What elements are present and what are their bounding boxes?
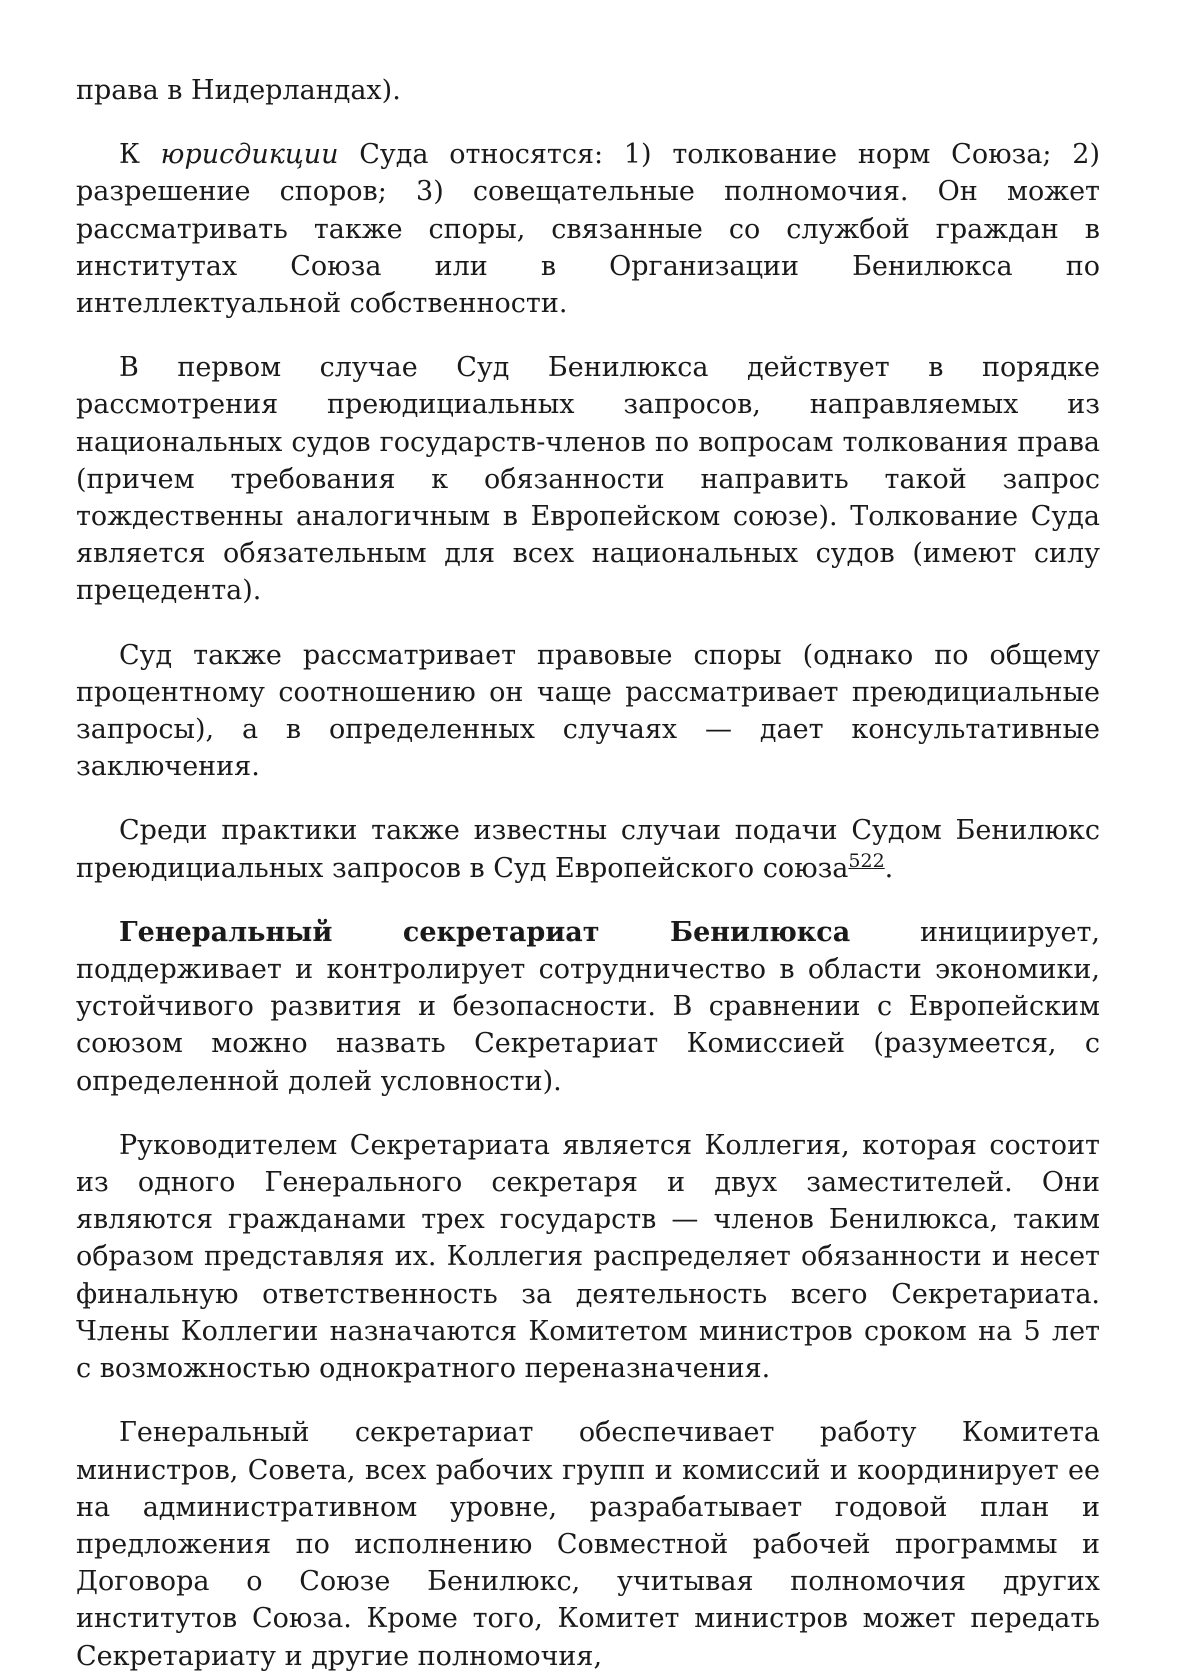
paragraph-jurisdiction bbox=[76, 136, 1100, 322]
text-run: . bbox=[884, 852, 894, 884]
text-run: Суда относятся: 1) толкование норм Союза; 2) разрешение споров; 3) совещательные полномочия. Он может рассматривать также споры, связанные со службой граждан в институтах Союза или в Организации Бенилюкса по интеллектуальной собственности. bbox=[76, 139, 1100, 320]
text-run: Среди практики также известны случаи подачи Судом Бенилюкс преюдициальных запросов в Суд Европейского союза bbox=[76, 815, 1100, 884]
paragraph-practice bbox=[76, 812, 1100, 886]
paragraph-college: Руководителем Секретариата является Коллегия, которая состоит из одного Генерального секретаря и двух заместителей. Они являются гражданами трех государств — членов Бенилюкса, таким образом представляя их. Коллегия распределяет обязанности и несет финальную ответственность за деятельность всего Секретариата. Члены Коллегии назначаются Комитетом министров сроком на 5 лет с возможностью однократного переназначения. bbox=[76, 1129, 1100, 1385]
text-run: инициирует, поддерживает и контролирует сотрудничество в области экономики, устойчивого развития и безопасности. В сравнении с Европейским союзом можно назвать Секретариат Комиссией (разумеется, с определенной долей условности). bbox=[76, 916, 1101, 1097]
paragraph-secretariat bbox=[76, 914, 1100, 1100]
footnote-link[interactable]: 522 bbox=[848, 849, 885, 872]
bold-term: Генеральный секретариат Бенилюкса bbox=[119, 916, 851, 948]
paragraph-continuation: права в Нидерландах). bbox=[76, 75, 401, 106]
paragraph-disputes: Суд также рассматривает правовые споры (однако по общему процентному соотношению он чаще рассматривает преюдициальные запросы), а в определенных случаях — дает консультативные заключения. bbox=[76, 639, 1100, 783]
text-run: К bbox=[119, 139, 161, 171]
paragraph-secretariat-duties: Генеральный секретариат обеспечивает работу Комитета министров, Совета, всех рабочих групп и комиссий и координирует ее на административном уровне, разрабатывает годовой план и предложения по исполнению Совместной рабочей программы и Договора о Союзе Бенилюкс, учитывая полномочия других институтов Союза. Кроме того, Комитет министров может передать Секретариату и другие полномочия, bbox=[76, 1417, 1100, 1672]
italic-term: юрисдикции bbox=[160, 139, 339, 171]
paragraph-preliminary-references: В первом случае Суд Бенилюкса действует в порядке рассмотрения преюдициальных запросов, направляемых из национальных судов государств-членов по вопросам толкования права (причем требования к обязанности направить такой запрос тождественны аналогичным в Европейском союзе). Толкование Суда является обязательным для всех национальных судов (имеют силу прецедента). bbox=[76, 352, 1100, 607]
